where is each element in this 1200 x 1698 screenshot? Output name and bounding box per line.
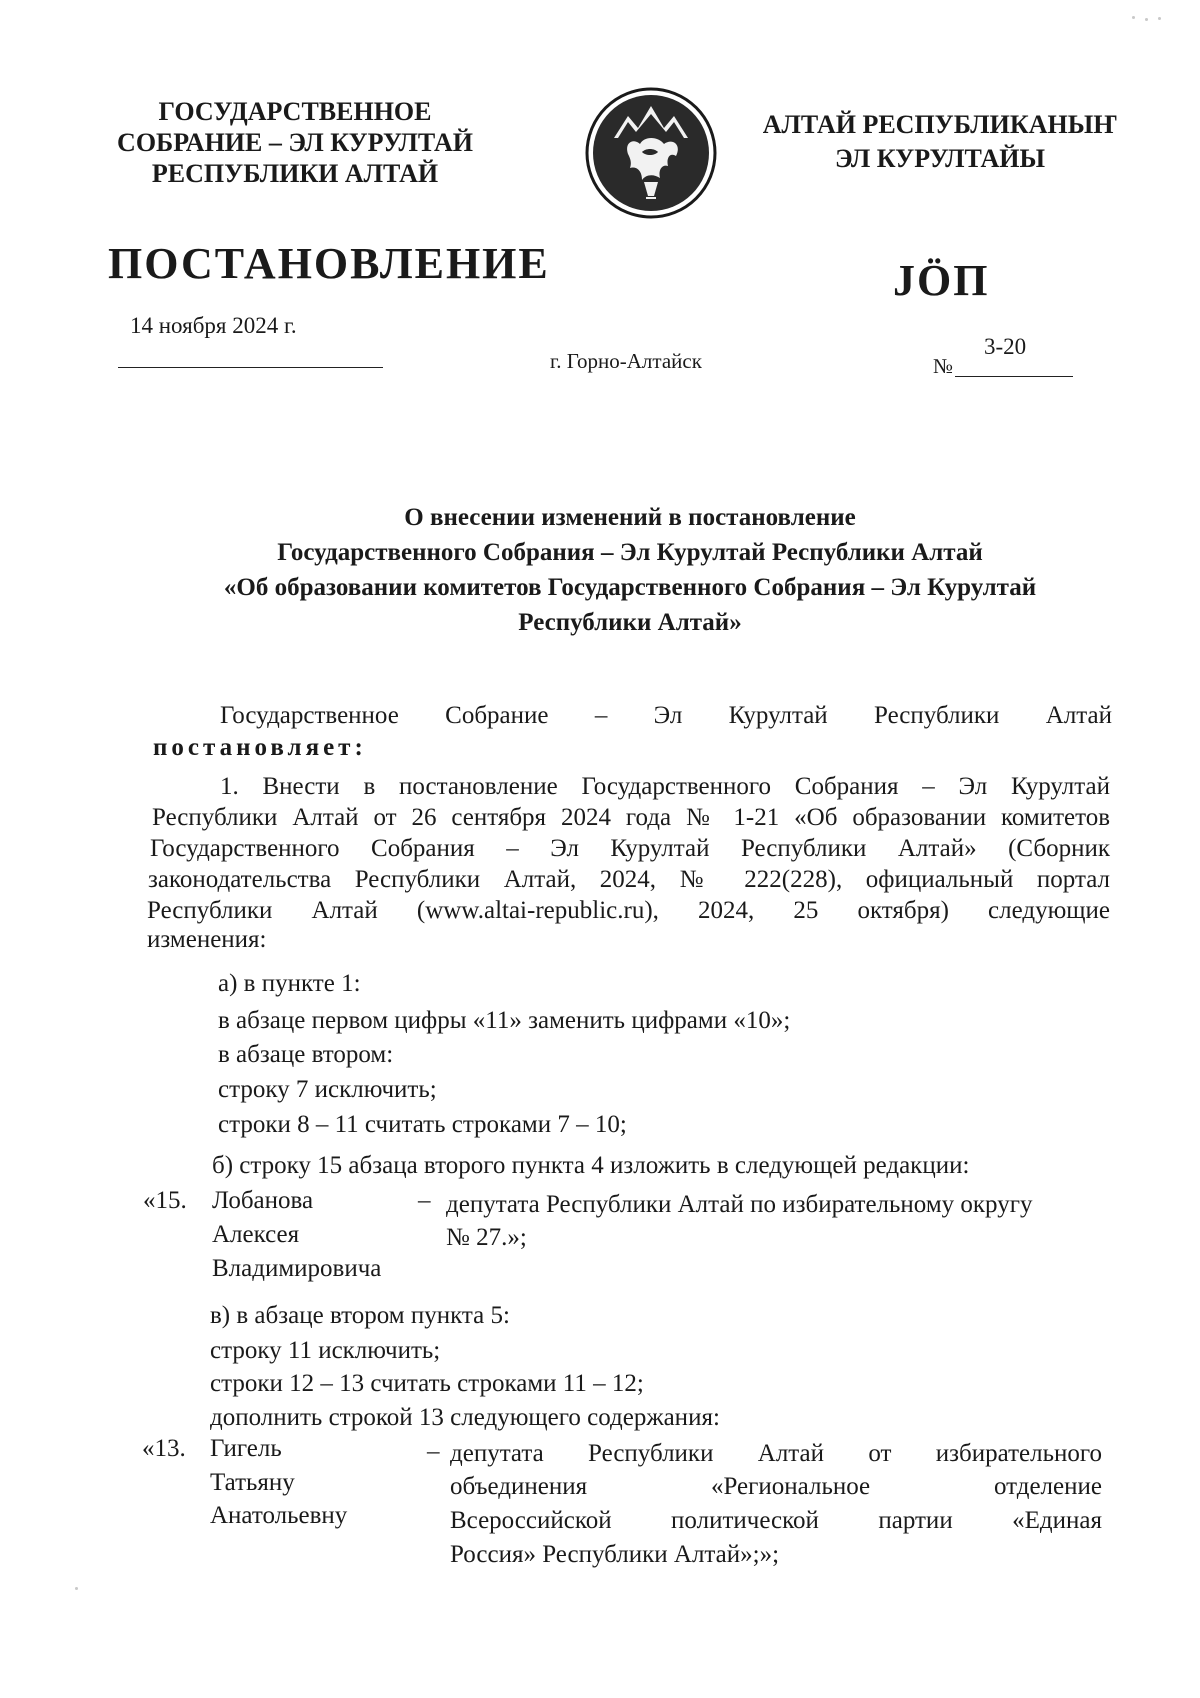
doc-type-heading-altai: JӦП [893,256,990,305]
doc-type-heading: ПОСТАНОВЛЕНИЕ [108,239,550,288]
sub-b-intro: б) строку 15 абзаца второго пункта 4 изложить в следующей редакции: [212,1152,970,1179]
entry13-desc-line: Россия» Республики Алтай»;»; [450,1541,780,1568]
document-title [140,500,1120,640]
item1-line: законодательства Республики Алтай, 2024, № 222(228), официальный портал [148,866,1110,893]
entry15-name-line: Лобанова [212,1187,314,1214]
title-line: Республики Алтай» [518,609,742,636]
preamble-resolves: постановляет: [153,734,367,761]
entry15-name-line: Владимировича [212,1255,382,1282]
sub-v-line: дополнить строкой 13 следующего содержания: [210,1404,720,1431]
sub-a-line: строку 7 исключить; [218,1076,437,1103]
entry15-number: «15. [143,1187,187,1214]
item1-line: Государственного Собрания – Эл Курултай Республики Алтай» (Сборник [150,835,1110,862]
item1-line: изменения: [147,926,267,953]
entry15-desc-line: депутата Республики Алтай по избирательному округу [446,1191,1033,1218]
scan-speck [1158,17,1161,20]
header-left-line: СОБРАНИЕ – ЭЛ КУРУЛТАЙ [117,128,473,157]
sub-v-line: строку 11 исключить; [210,1337,441,1364]
entry13-name-line: Анатольевну [210,1502,348,1529]
scan-speck [1145,18,1148,21]
entry13-desc-line: депутата Республики Алтай от избирательного [450,1440,1102,1467]
title-line: О внесении изменений в постановление [404,504,856,531]
number-sign: № [933,354,954,378]
header-right-line: АЛТАЙ РЕСПУБЛИКАНЫҤ [762,110,1118,139]
entry13-name-line: Гигель [210,1435,282,1462]
item1-line: Республики Алтай (www.altai-republic.ru), 2024, 25 октября) следующие [147,897,1110,924]
document-city: г. Горно-Алтайск [550,349,702,373]
entry13-desc-line: объединения «Региональное отделение [450,1473,1102,1500]
entry15-desc-line: № 27.»; [446,1224,527,1251]
header-left-line: РЕСПУБЛИКИ АЛТАЙ [151,159,439,188]
header-right-org-name [740,108,1140,176]
entry15-name-line: Алексея [212,1221,300,1248]
title-line: Государственного Собрания – Эл Курултай Республики Алтай [277,539,983,566]
document-number: 3-20 [984,334,1027,359]
sub-v-line: в) в абзаце втором пункта 5: [210,1302,510,1329]
item1-line: Республики Алтай от 26 сентября 2024 года № 1-21 «Об образовании комитетов [152,804,1110,831]
scan-speck [1132,16,1135,19]
header-left-org-name [100,96,490,189]
item1-line: 1. Внести в постановление Государственного Собрания – Эл Курултай [220,773,1110,800]
entry15-dash: – [418,1187,431,1214]
number-underline [955,376,1073,377]
entry13-desc-line: Всероссийской политической партии «Единая [450,1507,1102,1534]
header-right-line: ЭЛ КУРУЛТАЙЫ [834,144,1046,173]
sub-v-line: строки 12 – 13 считать строками 11 – 12; [210,1370,644,1397]
sub-a-line: а) в пункте 1: [218,970,361,997]
date-underline [118,367,383,368]
entry13-dash: – [427,1438,440,1465]
preamble-line: Государственное Собрание – Эл Курултай Республики Алтай [220,702,1112,729]
sub-a-line: в абзаце втором: [218,1041,394,1068]
document-date: 14 ноября 2024 г. [130,313,297,338]
altai-emblem-icon [584,86,718,220]
title-line: «Об образовании комитетов Государственного Собрания – Эл Курултай [223,574,1037,601]
entry13-number: «13. [142,1435,186,1462]
sub-a-line: в абзаце первом цифры «11» заменить цифрами «10»; [218,1007,791,1034]
header-left-line: ГОСУДАРСТВЕННОЕ [158,97,432,126]
sub-a-line: строки 8 – 11 считать строками 7 – 10; [218,1111,627,1138]
scan-speck [75,1587,78,1590]
entry13-name-line: Татьяну [210,1469,295,1496]
